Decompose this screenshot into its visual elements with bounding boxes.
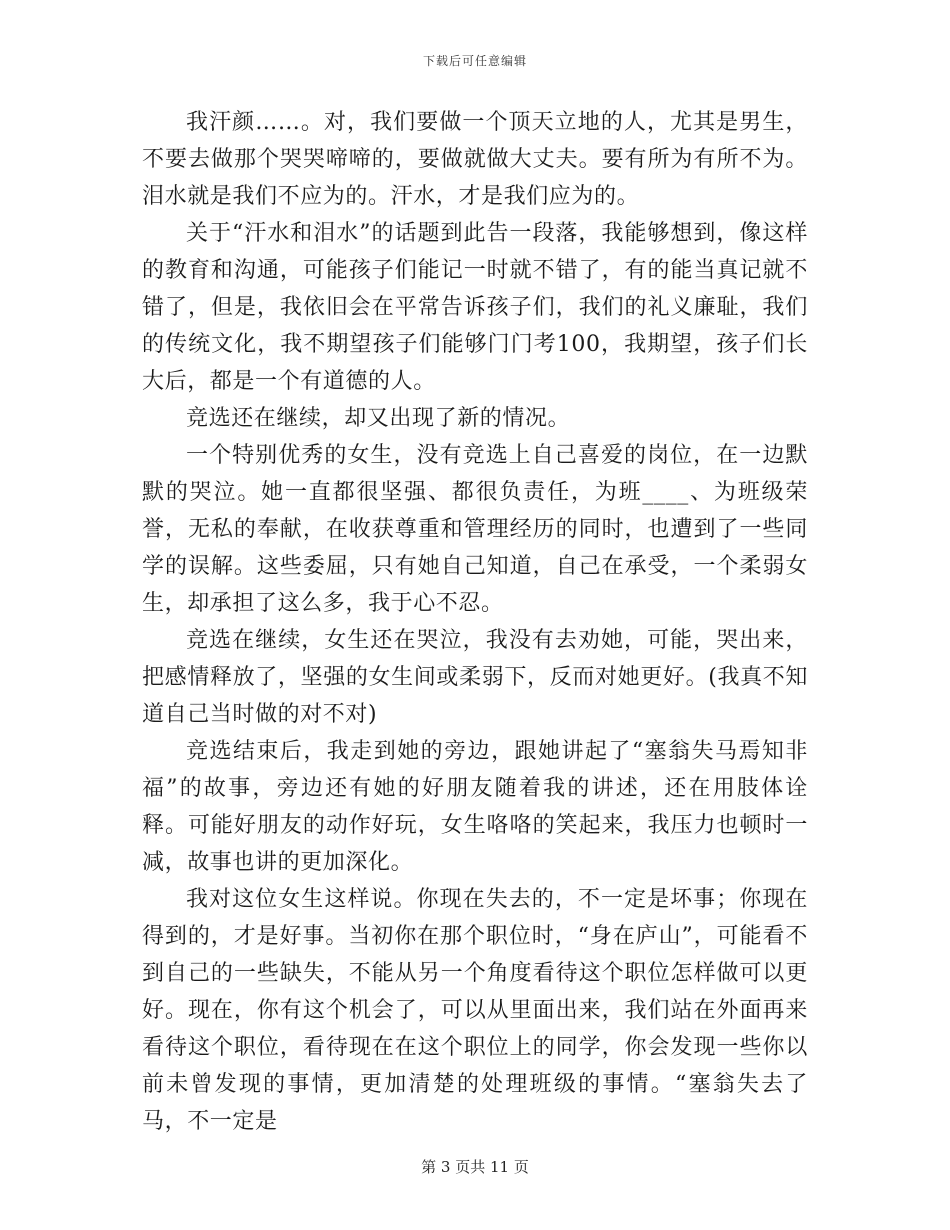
paragraph-3: 竞选还在继续，却又出现了新的情况。: [186, 406, 571, 431]
page-header: 下载后可任意编辑: [422, 54, 527, 68]
paragraph-6: 竞选结束后，我走到她的旁边，跟她讲起了“塞翁失马焉知非福”的故事，旁边还有她的好朋友随着我的讲述，还在用肢体诠释。可能好朋友的动作好玩，女生咯咯的笑起来，我压力也顿时一减，故事也讲的更加深化。: [142, 739, 808, 875]
paragraph-2: 关于“汗水和泪水”的话题到此告一段落，我能够想到，像这样的教育和沟通，可能孩子们能记一时就不错了，有的能当真记就不错了，但是，我依旧会在平常告诉孩子们，我们的礼义廉耻，我们的传统文化，我不期望孩子们能够门门考100，我期望，孩子们长大后，都是一个有道德的人。: [142, 221, 808, 394]
page-footer: 第 3 页共 11 页: [421, 1158, 529, 1176]
paragraph-5: 竞选在继续，女生还在哭泣，我没有去劝她，可能，哭出来，把感情释放了，坚强的女生间或柔弱下，反而对她更好。(我真不知道自己当时做的对不对): [142, 628, 808, 727]
document-body: [142, 104, 808, 1140]
paragraph-1: 我汗颜……。对，我们要做一个顶天立地的人，尤其是男生，不要去做那个哭哭啼啼的，要做就做大丈夫。要有所为有所不为。泪水就是我们不应为的。汗水，才是我们应为的。: [142, 110, 808, 209]
paragraph-7: 我对这位女生这样说。你现在失去的，不一定是坏事；你现在得到的，才是好事。当初你在那个职位时，“身在庐山”，可能看不到自己的一些缺失，不能从另一个角度看待这个职位怎样做可以更好。现在，你有这个机会了，可以从里面出来，我们站在外面再来看待这个职位，看待现在在这个职位上的同学，你会发现一些你以前未曾发现的事情，更加清楚的处理班级的事情。“塞翁失去了马，不一定是: [142, 887, 808, 1134]
paragraph-4: 一个特别优秀的女生，没有竞选上自己喜爱的岗位，在一边默默的哭泣。她一直都很坚强、都很负责任，为班____、为班级荣誉，无私的奉献，在收获尊重和管理经历的同时，也遭到了一些同学的误解。这些委屈，只有她自己知道，自己在承受，一个柔弱女生，却承担了这么多，我于心不忍。: [142, 443, 808, 616]
